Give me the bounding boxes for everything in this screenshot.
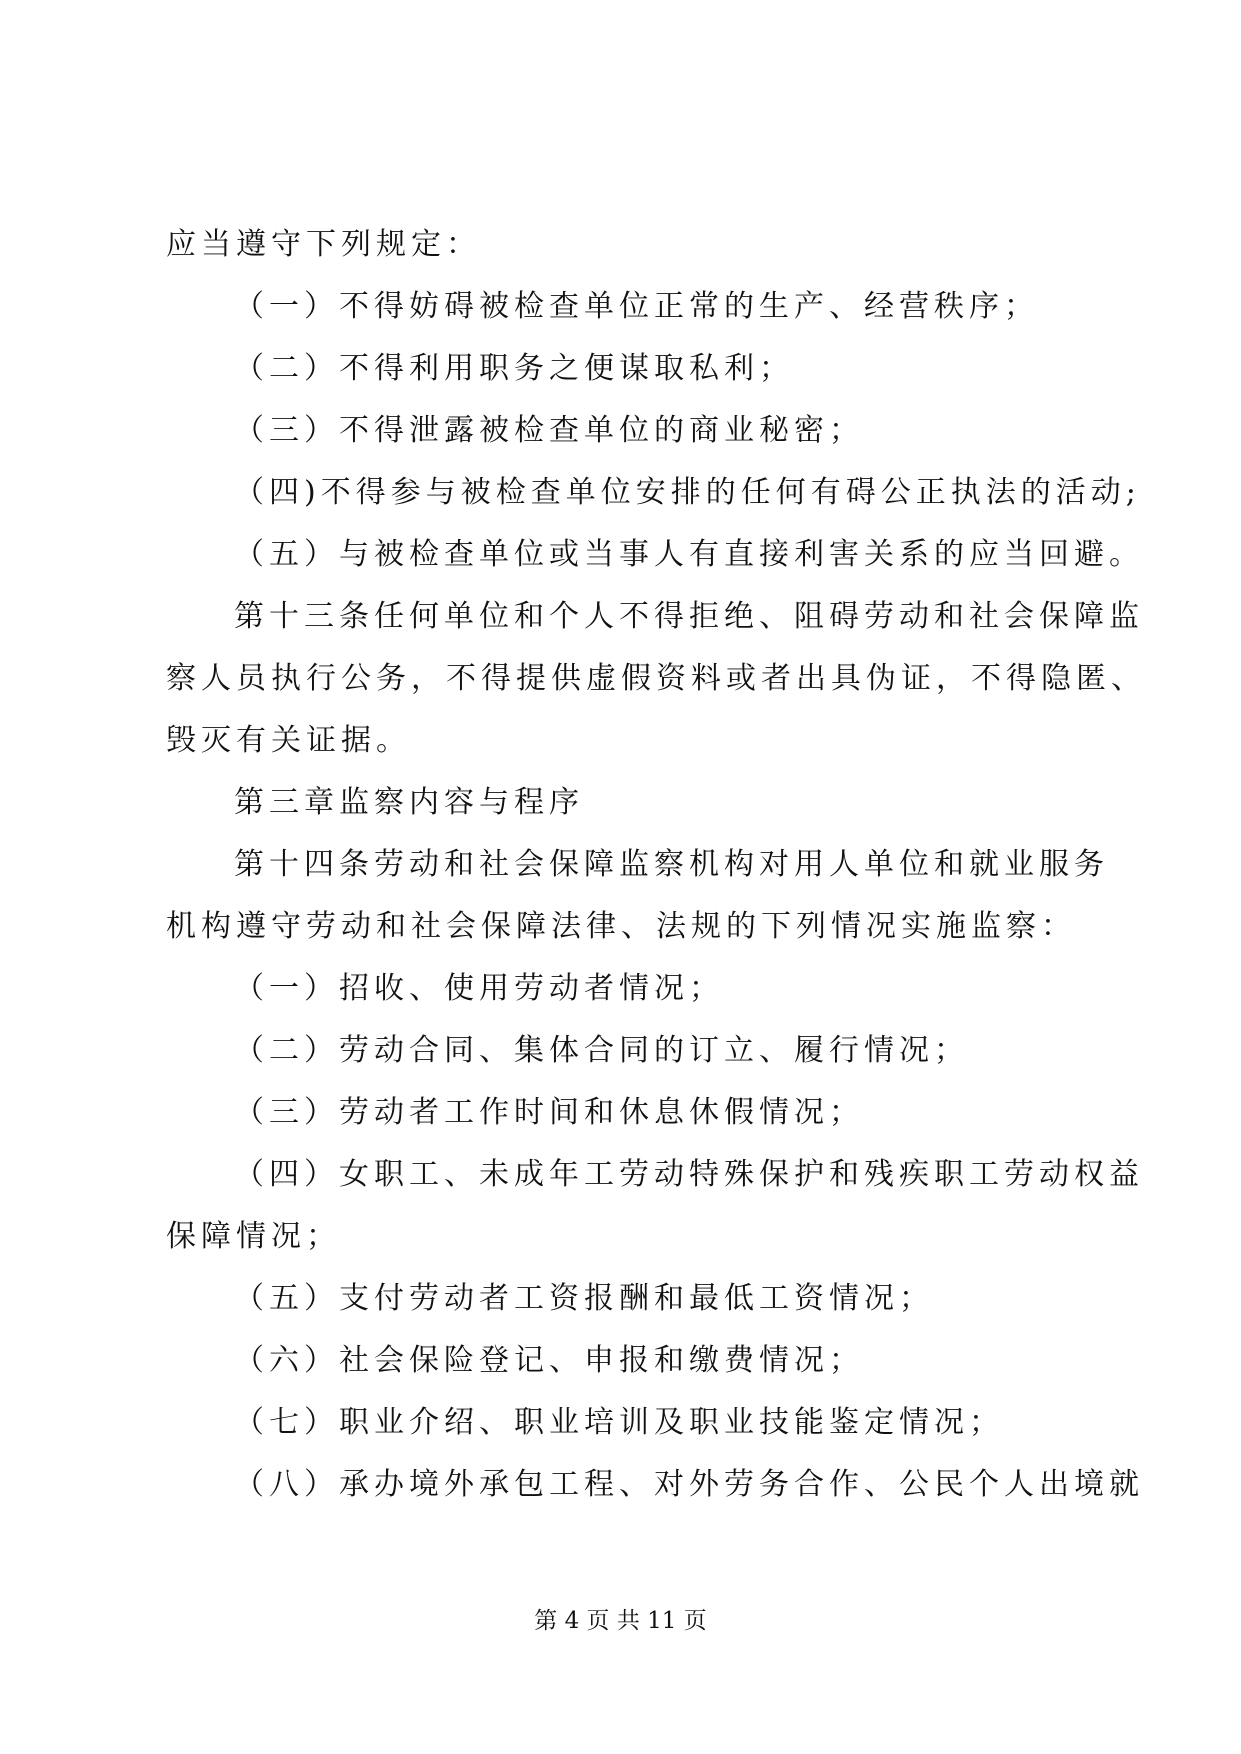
text-line: （七）职业介绍、职业培训及职业技能鉴定情况；	[234, 1405, 1004, 1440]
text-line: 保障情况；	[166, 1219, 341, 1254]
text-line: （六）社会保险登记、申报和缴费情况；	[234, 1343, 864, 1378]
section-heading: 第三章监察内容与程序	[234, 785, 584, 820]
text-line: 察人员执行公务，不得提供虚假资料或者出具伪证，不得隐匿、	[166, 661, 1146, 696]
text-line: （三）劳动者工作时间和休息休假情况；	[234, 1095, 864, 1130]
text-line: （一）招收、使用劳动者情况；	[234, 971, 724, 1006]
text-line: （三）不得泄露被检查单位的商业秘密；	[234, 413, 864, 448]
text-line: 毁灭有关证据。	[166, 723, 411, 758]
text-line: （二）不得利用职务之便谋取私利；	[234, 351, 794, 386]
text-line: 机构遵守劳动和社会保障法律、法规的下列情况实施监察：	[166, 909, 1076, 944]
text-line: （一）不得妨碍被检查单位正常的生产、经营秩序；	[234, 289, 1039, 324]
text-line: 第十三条任何单位和个人不得拒绝、阻碍劳动和社会保障监	[234, 599, 1144, 634]
text-line: （二）劳动合同、集体合同的订立、履行情况；	[234, 1033, 969, 1068]
text-line: （五）支付劳动者工资报酬和最低工资情况；	[234, 1281, 934, 1316]
text-line: （四)不得参与被检查单位安排的任何有碍公正执法的活动;	[234, 475, 1141, 510]
page-footer: 第 4 页 共 11 页	[534, 1608, 707, 1634]
text-line: （八）承办境外承包工程、对外劳务合作、公民个人出境就	[234, 1467, 1144, 1502]
text-line: 第十四条劳动和社会保障监察机构对用人单位和就业服务	[234, 847, 1109, 882]
text-line: （四）女职工、未成年工劳动特殊保护和残疾职工劳动权益	[234, 1157, 1144, 1192]
text-line: （五）与被检查单位或当事人有直接利害关系的应当回避。	[234, 537, 1144, 572]
text-line: 应当遵守下列规定：	[166, 227, 481, 262]
